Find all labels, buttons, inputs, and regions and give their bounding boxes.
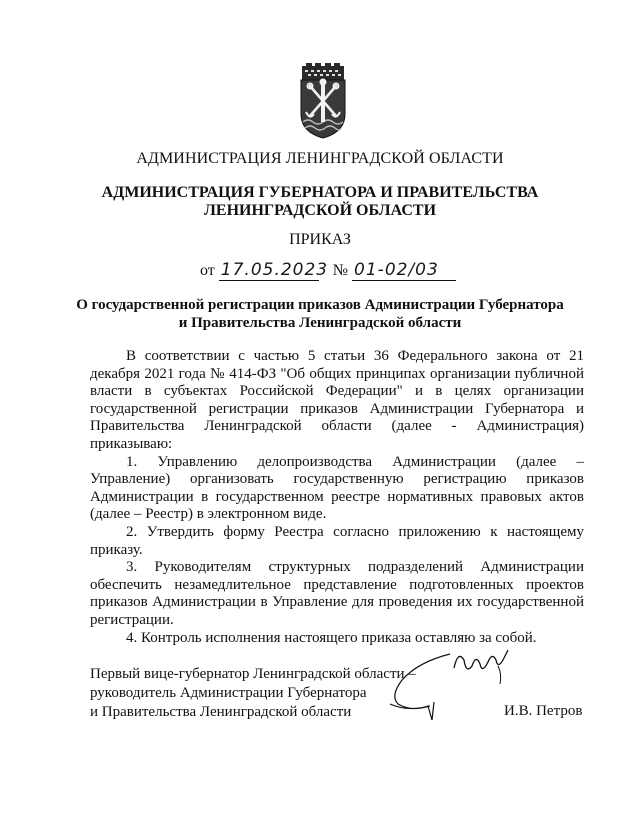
signatory-name: И.В. Петров	[504, 703, 583, 719]
paragraph-item-3: 3. Руководителям структурных подразделений Администрации обеспечить незамедлительное представление подготовленных проектов приказов Администрации в Управление для проведения их государственной регистрации.	[90, 559, 584, 628]
document-type: ПРИКАЗ	[289, 231, 351, 248]
organization-name: АДМИНИСТРАЦИЯ ЛЕНИНГРАДСКОЙ ОБЛАСТИ	[136, 150, 504, 167]
document-title	[0, 296, 640, 332]
date-field	[219, 260, 329, 281]
title-line-2: и Правительства Ленинградской области	[178, 315, 462, 331]
department-line-1: АДМИНИСТРАЦИЯ ГУБЕРНАТОРА И ПРАВИТЕЛЬСТВА	[101, 184, 539, 201]
date-number-line	[200, 260, 456, 281]
paragraph-item-1: 1. Управлению делопроизводства Администрации (далее – Управление) организовать государственную регистрацию приказов Администрации в государственном реестре нормативных правовых актов (далее – Реестр) в электронном виде.	[90, 453, 584, 523]
paragraph-item-2: 2. Утвердить форму Реестра согласно приложению к настоящему приказу.	[90, 523, 584, 558]
number-field	[352, 260, 456, 281]
date-prefix: от	[200, 262, 215, 279]
number-prefix: №	[332, 262, 349, 279]
coat-of-arms-icon	[296, 60, 350, 140]
signatory-line-2: руководитель Администрации Губернатора	[90, 685, 367, 701]
number-value: 01-02/03	[354, 260, 439, 280]
date-value: 17.05.2023	[220, 260, 329, 280]
department-name	[0, 184, 640, 220]
department-line-2: ЛЕНИНГРАДСКОЙ ОБЛАСТИ	[203, 202, 437, 219]
paragraph-preamble: В соответствии с частью 5 статьи 36 Федерального закона от 21 декабря 2021 года № 414-ФЗ "Об общих принципах организации публичной власти в субъектах Российской Федерации" и в целях организации государственной регистрации приказов Администрации Губернатора и Правительства Ленинградской области (далее - Администрация) приказываю:	[90, 348, 584, 452]
title-line-1: О государственной регистрации приказов Администрации Губернатора	[76, 297, 564, 313]
signatory-title	[90, 665, 416, 722]
signatory-line-1: Первый вице-губернатор Ленинградской области –	[90, 666, 416, 682]
paragraph-item-4: 4. Контроль исполнения настоящего приказа оставляю за собой.	[126, 629, 537, 646]
signatory-line-3: и Правительства Ленинградской области	[90, 704, 352, 720]
document-body	[90, 348, 584, 647]
